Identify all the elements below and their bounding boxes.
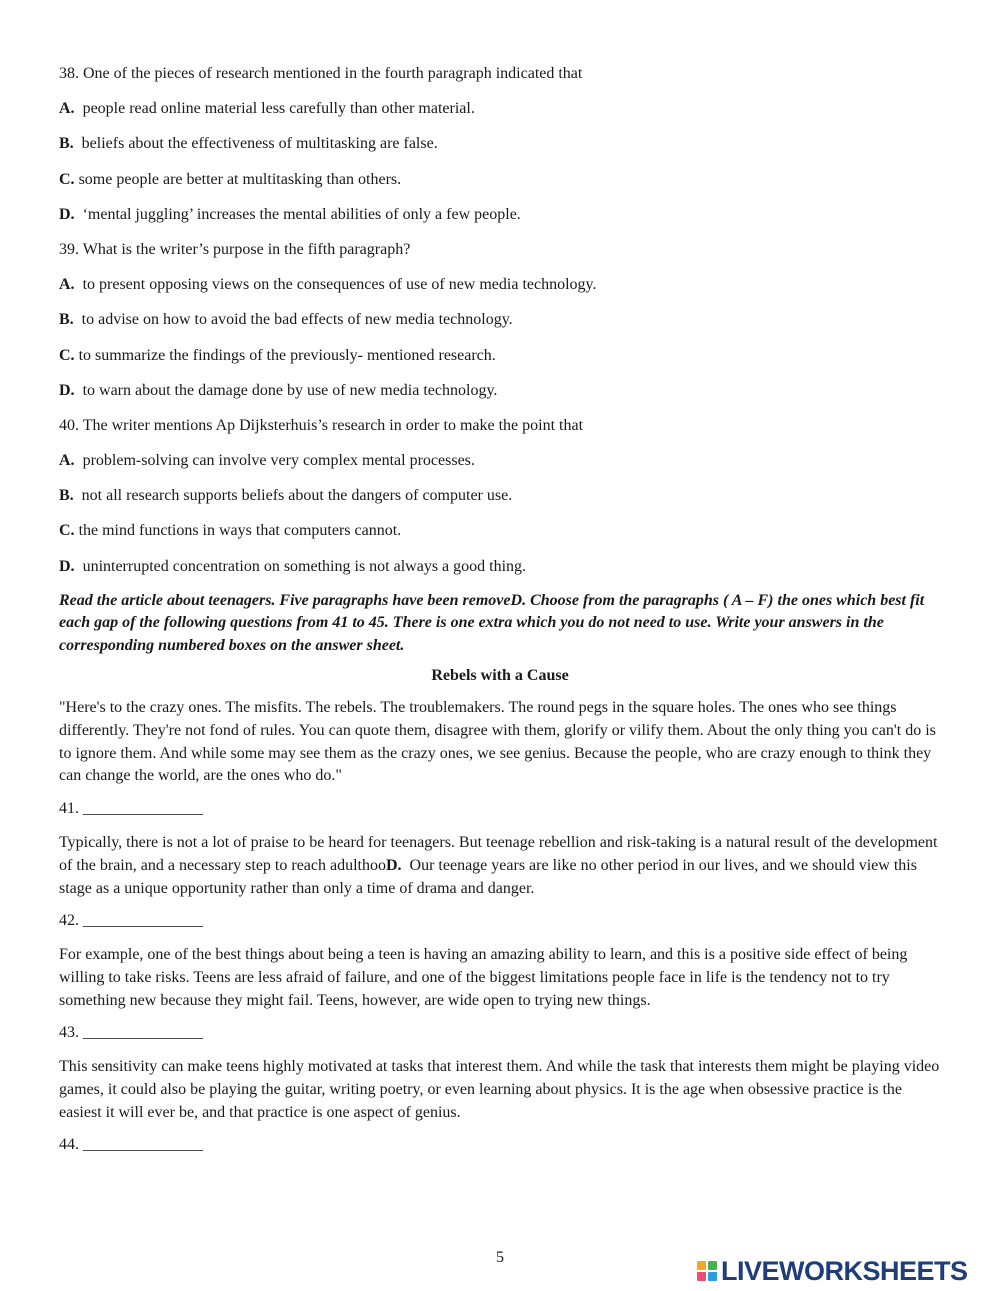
option-letter: B. xyxy=(59,135,74,153)
option-text: people read online material less carefully than other material. xyxy=(74,100,475,118)
option-c[interactable] xyxy=(59,519,941,554)
paragraph-text: Typically, there is not a lot of praise to be heard for teenagers. But teenage rebellion and risk-taking is a natural result of the development of the brain, and a necessary step to reach adulthoo xyxy=(59,834,938,874)
paragraph-text: Our teenage years are like no other period in our lives, and we should view this stage as a unique opportunity rather than only a time of drama and danger. xyxy=(59,856,921,897)
question-39 xyxy=(59,238,941,414)
article-paragraph-3: This sensitivity can make teens highly motivated at tasks that interest them. And while the task that interests them might be playing video games, it could also be playing the guitar, writing poetry, or even learning about physics. It is the age when obsessive practice is the easiest it will ever be, and that practice is one aspect of genius. xyxy=(59,1058,940,1121)
option-text: the mind functions in ways that computers cannot. xyxy=(74,522,402,540)
option-letter: D. xyxy=(59,557,75,575)
article-paragraph-2: For example, one of the best things about being a teen is having an amazing ability to learn, and this is a positive side effect of being willing to take risks. Teens are less afraid of failure, and one of the biggest limitations people face in life is the tendency not to try something new because they might fail. Teens, however, are wide open to trying new things. xyxy=(59,946,908,1009)
option-c[interactable] xyxy=(59,344,941,379)
logo-square xyxy=(697,1272,706,1281)
question-stem: 40. The writer mentions Ap Dijksterhuis’s research in order to make the point that xyxy=(59,416,584,434)
article-paragraph-1 xyxy=(59,832,941,900)
option-letter: A. xyxy=(59,100,75,118)
article-intro-paragraph: "Here's to the crazy ones. The misfits. The rebels. The troublemakers. The round pegs in the square holes. The ones who see things differently. They're not fond of rules. You can quote them, disagree with them, glorify or vilify them. About the only thing you can't do is to ignore them. And while some may see them as the crazy ones, we see genius. Because the people, who are crazy enough to think they can change the world, are the ones who do." xyxy=(59,699,936,785)
option-a[interactable] xyxy=(59,97,941,132)
option-b[interactable] xyxy=(59,132,941,167)
option-text: not all research supports beliefs about the dangers of computer use. xyxy=(73,487,513,505)
gap-42-answer-blank[interactable]: 42. _______________ xyxy=(59,912,203,930)
worksheet-page xyxy=(59,62,941,1168)
option-c[interactable] xyxy=(59,168,941,203)
option-letter: D. xyxy=(59,381,75,399)
page-number: 5 xyxy=(496,1249,504,1266)
option-text: some people are better at multitasking than others. xyxy=(74,170,402,188)
option-letter: B. xyxy=(59,311,74,329)
option-text: to advise on how to avoid the bad effects of new media technology. xyxy=(73,311,513,329)
option-d[interactable] xyxy=(59,379,941,414)
option-d[interactable] xyxy=(59,203,941,238)
option-letter: C. xyxy=(59,522,75,540)
option-text: ‘mental juggling’ increases the mental abilities of only a few people. xyxy=(74,205,521,223)
gap-41-answer-blank[interactable]: 41. _______________ xyxy=(59,800,203,818)
option-letter: A. xyxy=(59,452,75,470)
question-stem: 38. One of the pieces of research mentioned in the fourth paragraph indicated that xyxy=(59,65,583,82)
option-letter: C. xyxy=(59,346,75,364)
option-text: to present opposing views on the consequences of use of new media technology. xyxy=(74,276,597,294)
option-text: to warn about the damage done by use of new media technology. xyxy=(74,381,498,399)
option-letter: A. xyxy=(59,276,75,294)
option-a[interactable] xyxy=(59,449,941,484)
liveworksheets-logo-icon xyxy=(697,1261,717,1281)
option-b[interactable] xyxy=(59,484,941,519)
article-title: Rebels with a Cause xyxy=(431,667,569,685)
liveworksheets-logo[interactable] xyxy=(697,1254,968,1288)
option-letter: B. xyxy=(59,487,74,505)
logo-square xyxy=(708,1272,717,1281)
option-b[interactable] xyxy=(59,308,941,343)
question-38 xyxy=(59,62,941,238)
option-text: problem-solving can involve very complex mental processes. xyxy=(74,452,475,470)
paragraph-bold-text: D. xyxy=(385,856,402,874)
gap-43-answer-blank[interactable]: 43. _______________ xyxy=(59,1024,203,1042)
option-d[interactable] xyxy=(59,555,941,590)
option-letter: C. xyxy=(59,170,75,188)
logo-square xyxy=(708,1261,717,1270)
question-stem: 39. What is the writer’s purpose in the fifth paragraph? xyxy=(59,240,411,258)
option-letter: D. xyxy=(59,205,75,223)
gap-44-answer-blank[interactable]: 44. _______________ xyxy=(59,1136,203,1154)
logo-text: LIVEWORKSHEETS xyxy=(721,1255,968,1286)
option-text: beliefs about the effectiveness of multitasking are false. xyxy=(73,135,438,153)
option-text: to summarize the findings of the previously- mentioned research. xyxy=(74,346,496,364)
logo-square xyxy=(697,1261,706,1270)
question-40 xyxy=(59,414,941,590)
option-a[interactable] xyxy=(59,273,941,308)
gapped-text-instructions: Read the article about teenagers. Five paragraphs have been removeD. Choose from the paragraphs ( A – F) the ones which best fit each gap of the following questions from 41 to 45. There is one extra which you do not need to use. Write your answers in the corresponding numbered boxes on the answer sheet. xyxy=(59,591,925,654)
option-text: uninterrupted concentration on something is not always a good thing. xyxy=(74,557,527,575)
